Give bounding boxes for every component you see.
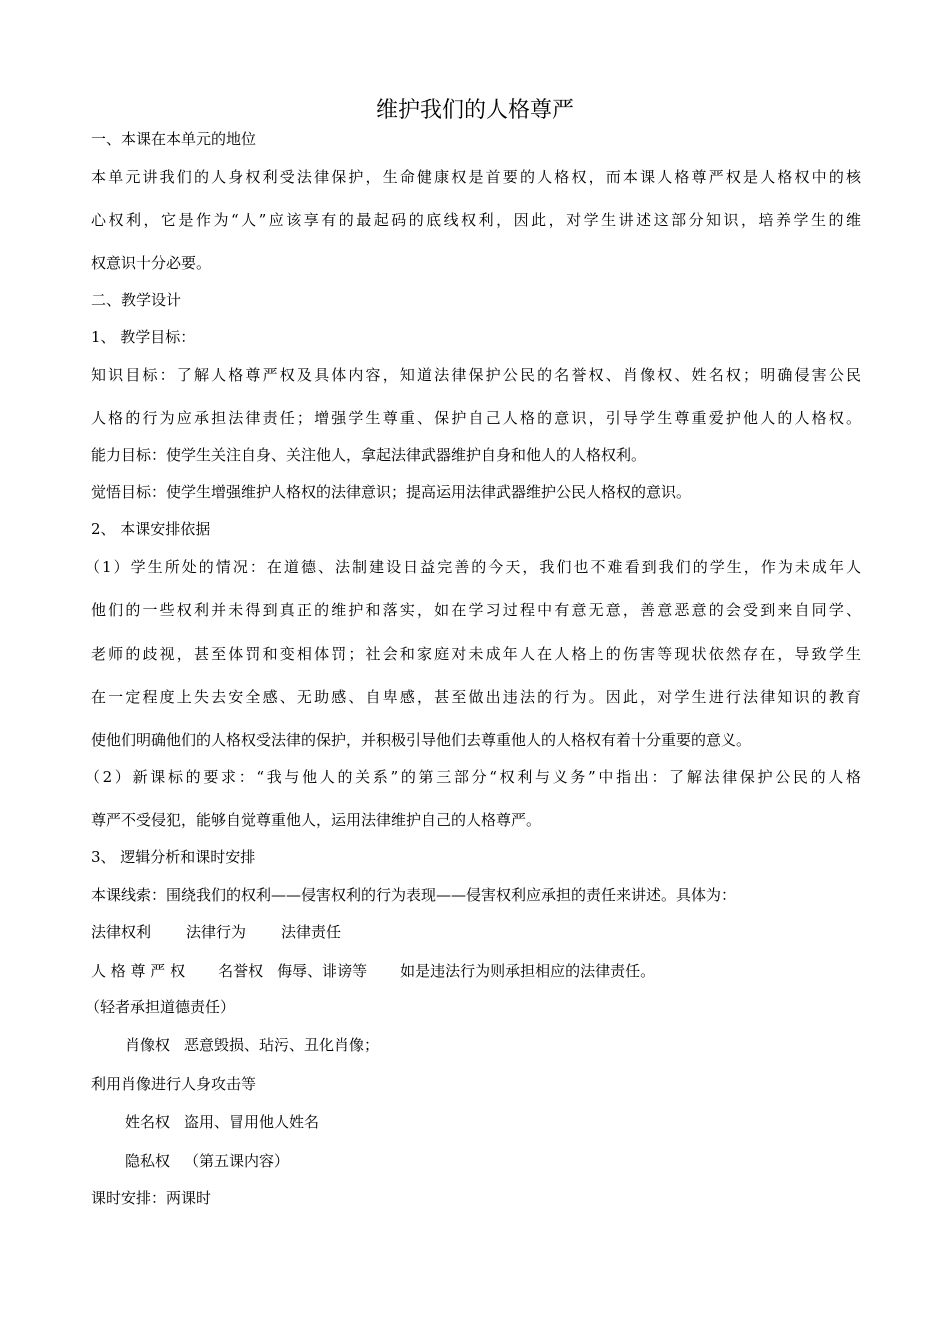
section-2-heading: 二、教学设计 [91, 291, 182, 309]
paragraph-line: 权意识十分必要。 [91, 254, 212, 272]
table-header-row [91, 921, 341, 943]
row-name-right: 姓名权 [125, 1113, 171, 1131]
paragraph-line: 使他们明确他们的人格权受法律的保护，并积极引导他们去尊重他人的人格权有着十分重要的意义。 [91, 731, 752, 749]
paragraph-line: 知识目标：了解人格尊严权及具体内容，知道法律保护公民的名誉权、肖像权、姓名权；明确侵害公民 [91, 366, 861, 384]
header-legal-rights: 法律权利 [91, 923, 152, 941]
table-row [125, 1111, 319, 1133]
row-dignity-right: 人 格 尊 严 权 [91, 962, 186, 980]
paragraph-line: （2）新课标的要求：“我与他人的关系”的第三部分“权利与义务”中指出：了解法律保护公民的人格 [85, 768, 861, 786]
paragraph-line: （1）学生所处的情况：在道德、法制建设日益完善的今天，我们也不难看到我们的学生，作为未成年人 [85, 558, 861, 576]
table-row [125, 1034, 379, 1056]
paragraph-line: 利用肖像进行人身攻击等 [91, 1075, 257, 1093]
row-portrait-acts: 恶意毁损、玷污、丑化肖像； [184, 1036, 380, 1054]
header-legal-acts: 法律行为 [186, 923, 247, 941]
paragraph-line: 老师的歧视，甚至体罚和变相体罚；社会和家庭对未成年人在人格上的伤害等现状依然存在，导致学生 [91, 645, 861, 663]
paragraph-line: 他们的一些权利并未得到真正的维护和落实，如在学习过程中有意无意，善意恶意的会受到来自同学、 [91, 601, 861, 619]
header-legal-responsibility: 法律责任 [281, 923, 342, 941]
table-row [125, 1150, 289, 1172]
paragraph-line: （轻者承担道德责任） [85, 998, 236, 1016]
document-title: 维护我们的人格尊严 [375, 98, 574, 123]
paragraph-line: 人格的行为应承担法律责任；增强学生尊重、保护自己人格的意识，引导学生尊重爱护他人的人格权。 [91, 409, 861, 427]
paragraph-line: 在一定程度上失去安全感、无助感、自卑感，甚至做出违法的行为。因此，对学生进行法律知识的教育 [91, 688, 861, 706]
paragraph-line: 心权利，它是作为“人”应该享有的最起码的底线权利，因此，对学生讲述这部分知识，培养学生的维 [91, 211, 861, 229]
paragraph-line: 本课线索：围绕我们的权利——侵害权利的行为表现——侵害权利应承担的责任来讲述。具体为： [91, 886, 737, 904]
row-reputation-responsibility: 如是违法行为则承担相应的法律责任。 [400, 962, 656, 980]
section-1-heading: 一、本课在本单元的地位 [91, 130, 257, 148]
row-portrait-right: 肖像权 [125, 1036, 171, 1054]
subheading-2: 2、 本课安排依据 [91, 520, 211, 538]
subheading-3: 3、 逻辑分析和课时安排 [91, 848, 256, 866]
paragraph-line: 尊严不受侵犯，能够自觉尊重他人，运用法律维护自己的人格尊严。 [91, 811, 542, 829]
paragraph-line: 觉悟目标：使学生增强维护人格权的法律意识；提高运用法律武器维护公民人格权的意识。 [91, 483, 692, 501]
row-privacy-note: （第五课内容） [184, 1152, 290, 1170]
row-reputation-right: 名誉权 [218, 962, 264, 980]
row-name-acts: 盗用、冒用他人姓名 [184, 1113, 320, 1131]
paragraph-line: 能力目标：使学生关注自身、关注他人，拿起法律武器维护自身和他人的人格权利。 [91, 446, 647, 464]
subheading-1: 1、 教学目标： [91, 328, 196, 346]
schedule-line: 课时安排：两课时 [91, 1189, 212, 1207]
paragraph-line: 本单元讲我们的人身权利受法律保护，生命健康权是首要的人格权，而本课人格尊严权是人格权中的核 [91, 168, 861, 186]
row-privacy-right: 隐私权 [125, 1152, 171, 1170]
row-reputation-acts: 侮辱、诽谤等 [277, 962, 368, 980]
table-row [91, 960, 655, 982]
